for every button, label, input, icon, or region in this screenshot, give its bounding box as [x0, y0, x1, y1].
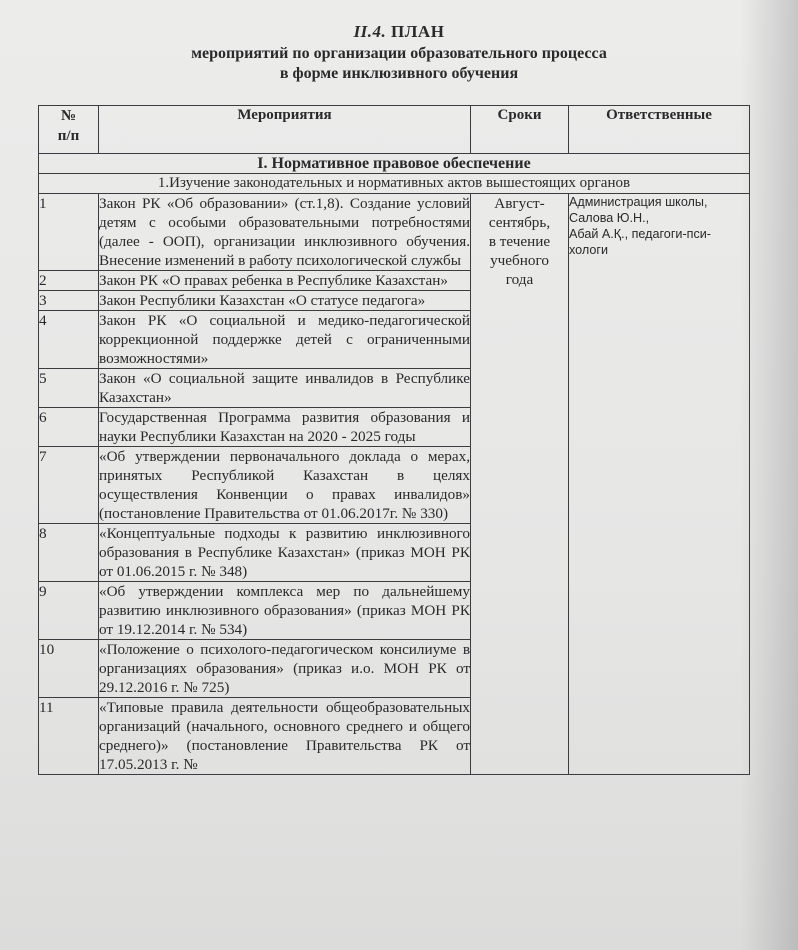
row-number: 1 [39, 194, 99, 271]
row-number: 3 [39, 291, 99, 311]
header-number-sign: № [60, 108, 77, 124]
deadline-line: учебного [490, 252, 549, 269]
section-number: II.4. [353, 22, 387, 41]
section-word: ПЛАН [391, 22, 445, 41]
row-activity: Закон РК «О правах ребенка в Республике Казахстан» [99, 271, 471, 291]
row-activity: Государственная Программа развития образования и науки Республики Казахстан на 2020 - 2025 годы [99, 409, 470, 445]
row-number: 7 [39, 447, 99, 524]
table-row [39, 194, 750, 271]
responsible-line: Абай А.Қ., педагоги-пси- [569, 227, 711, 241]
row-number: 10 [39, 640, 99, 698]
table-header-row [39, 106, 750, 154]
section-title [0, 22, 798, 42]
responsible-line: Салова Ю.Н., [569, 211, 650, 225]
subsection-row [39, 174, 750, 194]
row-number: 2 [39, 271, 99, 291]
section-heading: I. Нормативное правовое обеспечение [39, 154, 750, 174]
row-number: 9 [39, 582, 99, 640]
row-activity: Закон РК «Об образовании» (ст.1,8). Создание условий детям с особыми образовательными потребностями (далее - ООП), организации инклюзивного обучения. Внесение изменений в работу психологической службы [99, 195, 470, 269]
deadline-cell [471, 194, 569, 775]
row-activity: «Типовые правила деятельности общеобразовательных организаций (начального, основного среднего и общего среднего)» (постановление Правительства РК от 17.05.2013 г. № [99, 699, 470, 773]
row-number: 4 [39, 311, 99, 369]
row-activity: «Об утверждении комплекса мер по дальнейшему развитию инклюзивного образования» (приказ МОН РК от 19.12.2014 г. № 534) [99, 583, 470, 638]
header-number-pp: п/п [57, 128, 80, 144]
plan-subtitle [0, 44, 798, 84]
row-activity: Закон Республики Казахстан «О статусе педагога» [99, 291, 471, 311]
row-number: 8 [39, 524, 99, 582]
section-row [39, 154, 750, 174]
subtitle-line-1: мероприятий по организации образовательного процесса [191, 45, 607, 62]
responsible-line: хологи [569, 243, 609, 257]
plan-table [38, 105, 750, 775]
deadline-line: сентябрь, [488, 214, 551, 231]
subsection-heading: 1.Изучение законодательных и нормативных актов вышестоящих органов [39, 174, 750, 194]
row-number: 11 [39, 698, 99, 775]
header-activities: Мероприятия [99, 106, 471, 154]
header-responsible: Ответственные [569, 106, 750, 154]
row-number: 6 [39, 408, 99, 447]
header-deadline: Сроки [471, 106, 569, 154]
row-activity: «Положение о психолого-педагогическом консилиуме в организациях образования» (приказ и.о. МОН РК от 29.12.2016 г. № 725) [99, 641, 470, 696]
row-activity: Закон «О социальной защите инвалидов в Республике Казахстан» [99, 370, 470, 406]
responsible-line: Администрация школы, [569, 195, 708, 209]
subtitle-line-2: в форме инклюзивного обучения [279, 65, 519, 82]
document-header [0, 22, 798, 84]
deadline-line: Август- [494, 195, 545, 212]
row-activity: «Концептуальные подходы к развитию инклюзивного образования в Республике Казахстан» (приказ МОН РК от 01.06.2015 г. № 348) [99, 525, 470, 580]
responsible-cell [569, 194, 750, 775]
deadline-line: в течение [488, 233, 551, 250]
row-activity: Закон РК «О социальной и медико-педагогической коррекционной поддержке детей с ограниченными возможностями» [99, 312, 470, 367]
header-number [39, 106, 99, 154]
deadline-line: года [505, 271, 534, 288]
row-number: 5 [39, 369, 99, 408]
row-activity: «Об утверждении первоначального доклада о мерах, принятых Республикой Казахстан в целях осуществления Конвенции о правах инвалидов» (постановление Правительства от 01.06.2017г. № 330) [99, 448, 470, 522]
